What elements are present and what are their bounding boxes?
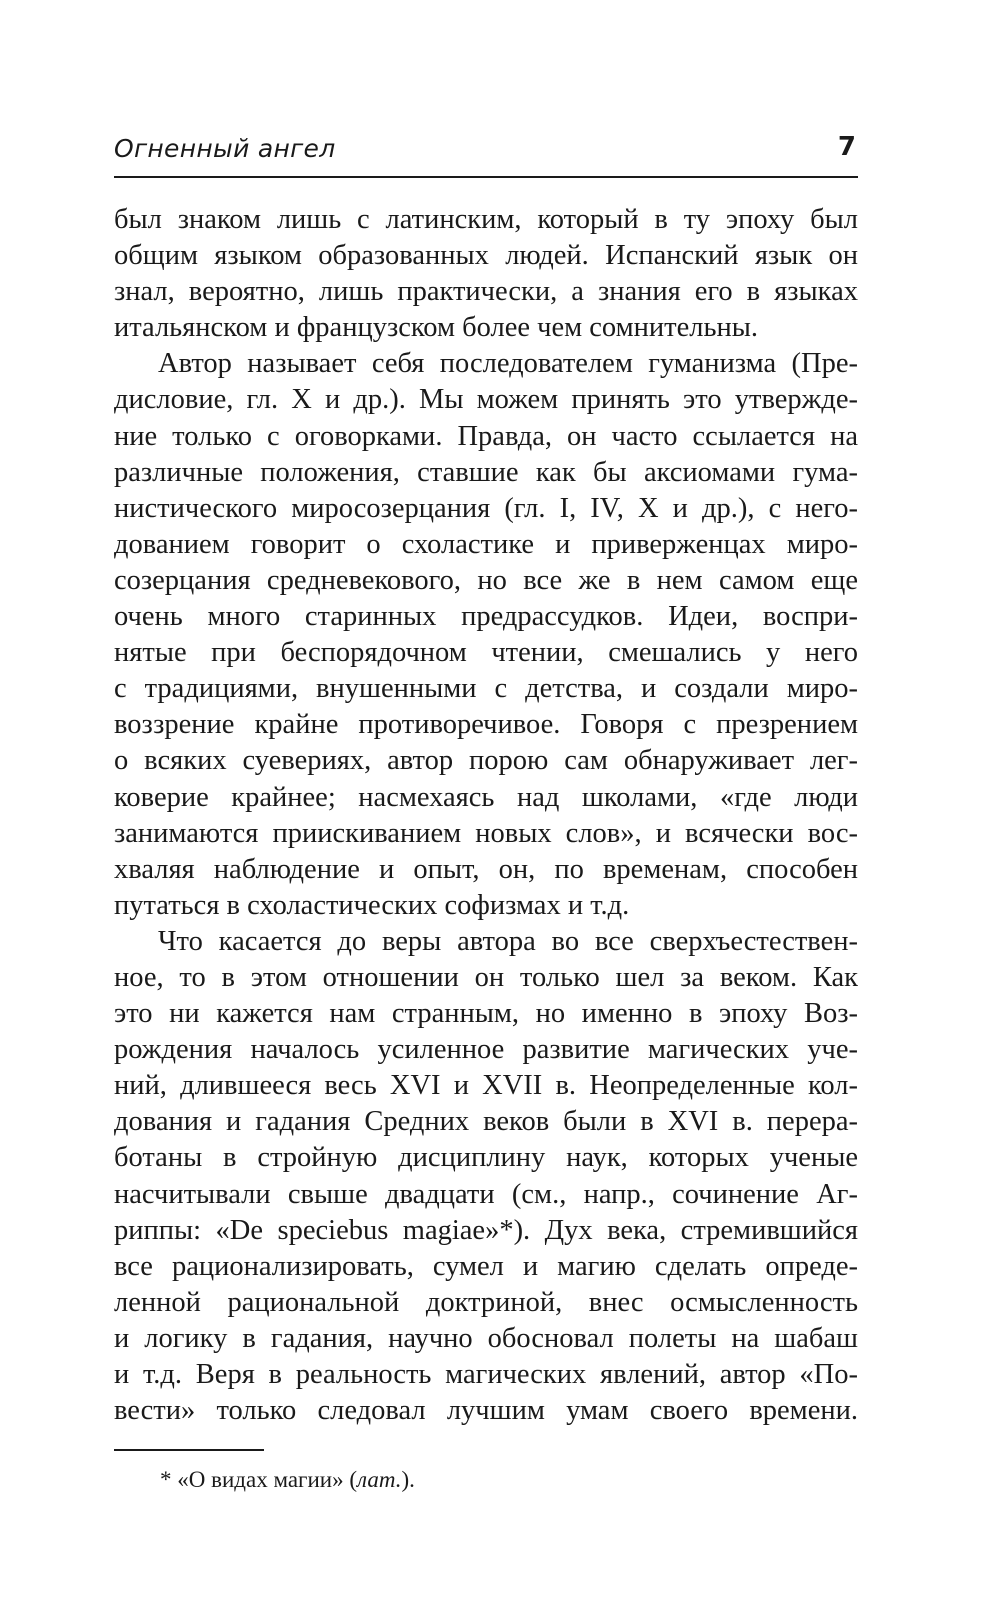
text-line: дования и гадания Средних веков были в XVI в. перера- xyxy=(114,1106,858,1138)
page-number: 7 xyxy=(837,132,856,162)
text-line: очень много старинных предрассудков. Идеи, воспри- xyxy=(114,601,858,633)
text-line: все рационализировать, сумел и магию сделать опреде- xyxy=(114,1250,858,1282)
text-line: ленной рациональной доктриной, внес осмысленность xyxy=(114,1286,858,1318)
text-line: рождения началось усиленное развитие магических уче- xyxy=(114,1034,858,1066)
text-line: хваляя наблюдение и опыт, он, по временам, способен xyxy=(114,853,858,885)
text-line: нятые при беспорядочном чтении, смешались у него xyxy=(114,637,858,669)
text-line: общим языком образованных людей. Испанский язык он xyxy=(114,240,858,272)
text-line: о всяких суевериях, автор порою сам обнаруживает лег- xyxy=(114,745,858,777)
text-line: дованием говорит о схоластике и приверженцах миро- xyxy=(114,528,858,560)
text-line: знал, вероятно, лишь практически, а знания его в языках xyxy=(114,276,858,308)
text-line: итальянском и французском более чем сомнительны. xyxy=(114,312,759,344)
text-line: ное, то в этом отношении он только шел за веком. Как xyxy=(114,961,858,993)
text-line: ний, длившееся весь XVI и XVII в. Неопределенные кол- xyxy=(114,1070,858,1102)
page-header xyxy=(114,128,858,178)
text-line: был знаком лишь с латинским, который в ту эпоху был xyxy=(114,204,858,235)
text-line: и логику в гадания, научно обосновал полеты на шабаш xyxy=(114,1322,858,1354)
book-page xyxy=(114,128,858,1495)
footnote xyxy=(114,1465,858,1495)
text-line: коверие крайнее; насмехаясь над школами, «где люди xyxy=(114,781,858,813)
text-line: с традициями, внушенными с детства, и создали миро- xyxy=(114,673,858,705)
text-line: воззрение крайне противоречивое. Говоря с презрением xyxy=(114,709,858,741)
text-line: ние только с оговорками. Правда, он часто ссылается на xyxy=(114,420,858,452)
text-line: вести» только следовал лучшим умам своего времени. xyxy=(114,1395,858,1427)
body-text xyxy=(114,202,858,1429)
text-line: Что касается до веры автора во все сверхъестествен- xyxy=(158,925,858,957)
running-title: Огненный ангел xyxy=(114,134,336,163)
text-line: различные положения, ставшие как бы аксиомами гума- xyxy=(114,456,858,488)
footnote-italic-text: лат. xyxy=(357,1467,402,1493)
text-line: созерцания средневекового, но все же в нем самом еще xyxy=(114,564,858,596)
paragraph-3 xyxy=(114,924,858,1429)
text-line: путаться в схоластических софизмах и т.д. xyxy=(114,889,630,921)
paragraph-1 xyxy=(114,202,858,346)
text-line: дисловие, гл. X и др.). Мы можем принять это утвержде- xyxy=(114,384,858,416)
text-line: нистического миросозерцания (гл. I, IV, X и др.), с него- xyxy=(114,492,858,524)
text-line: и т.д. Веря в реальность магических явлений, автор «По- xyxy=(114,1359,858,1390)
text-line: ботаны в стройную дисциплину наук, которых ученые xyxy=(114,1142,858,1174)
text-line: это ни кажется нам странным, но именно в эпоху Воз- xyxy=(114,998,858,1030)
text-line: Автор называет себя последователем гуманизма (Пре- xyxy=(158,348,858,380)
paragraph-2 xyxy=(114,346,858,924)
footnote-closing: ). xyxy=(401,1467,415,1493)
footnote-rule xyxy=(114,1449,264,1451)
text-line: насчитывали свыше двадцати (см., напр., сочинение Аг- xyxy=(114,1178,858,1210)
footnote-text: * «О видах магии» ( xyxy=(160,1467,358,1493)
text-line: занимаются приискиванием новых слов», и всячески вос- xyxy=(114,817,858,849)
text-line: риппы: «De speciebus magiae»*). Дух века, стремившийся xyxy=(114,1214,858,1246)
